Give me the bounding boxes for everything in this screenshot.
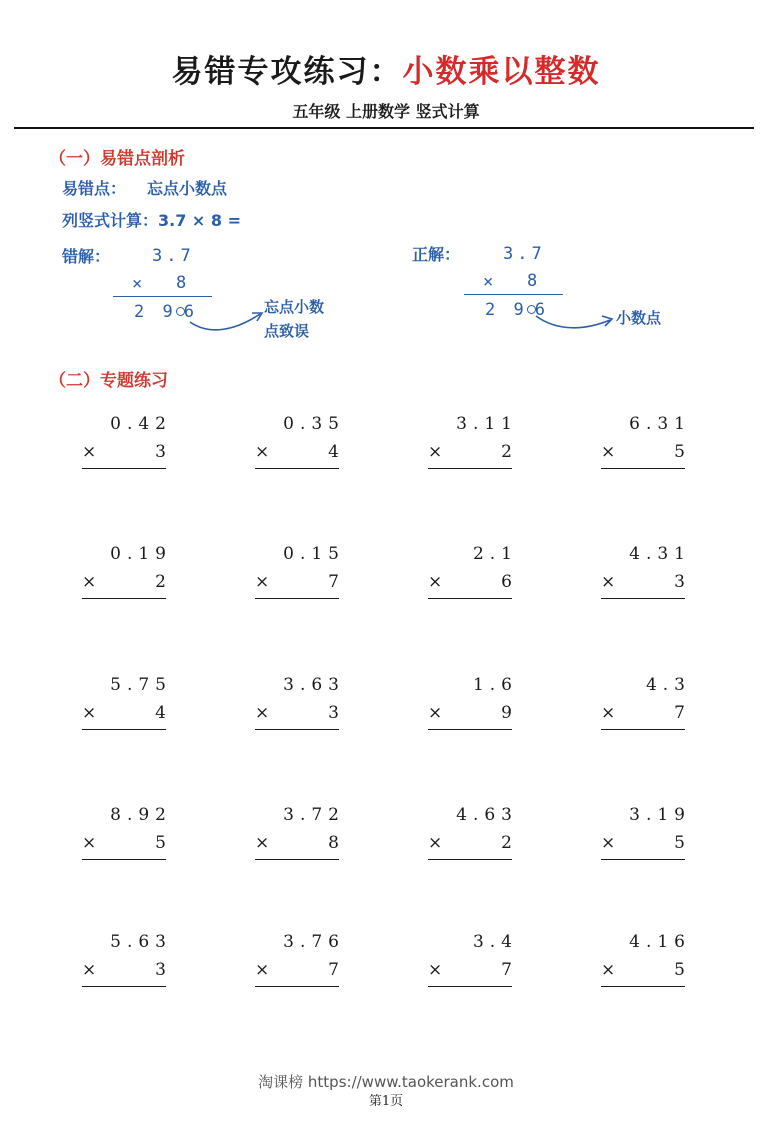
wrong-result: 2 9 6 — [134, 302, 198, 322]
correct-multiplier: 8 — [527, 271, 542, 291]
times-sign: × — [82, 833, 97, 853]
wrong-top-number: 3.7 — [152, 246, 195, 266]
section-heading-analysis: （一）易错点剖析 — [49, 149, 185, 169]
page-number: 第1页 — [368, 1094, 404, 1109]
practice-problem — [82, 805, 172, 865]
answer-line — [428, 729, 512, 730]
multiplicand: 0.15 — [283, 544, 345, 564]
times-sign: × — [428, 960, 443, 980]
practice-problem — [601, 414, 691, 474]
question-text: 列竖式计算：3.7 × 8 = — [62, 211, 242, 230]
correct-times-sign: × — [483, 272, 498, 292]
answer-line — [255, 468, 339, 469]
multiplicand: 5.75 — [110, 675, 172, 695]
practice-problem — [255, 414, 345, 474]
page-subtitle: 五年级 上册数学 竖式计算 — [292, 102, 480, 121]
times-sign: × — [601, 442, 616, 462]
multiplier: 4 — [328, 442, 339, 462]
times-sign: × — [428, 572, 443, 592]
multiplicand: 4.3 — [645, 675, 691, 695]
wrong-multiplier: 8 — [176, 273, 191, 293]
practice-problem — [428, 544, 518, 604]
times-sign: × — [428, 833, 443, 853]
correct-underline — [464, 294, 563, 295]
error-point-label: 易错点： — [62, 179, 127, 198]
times-sign: × — [601, 572, 616, 592]
times-sign: × — [601, 703, 616, 723]
multiplicand: 0.42 — [110, 414, 172, 434]
answer-line — [428, 986, 512, 987]
answer-line — [601, 986, 685, 987]
multiplicand: 6.31 — [629, 414, 691, 434]
title-topic: 小数乘以整数 — [402, 54, 601, 90]
answer-line — [255, 598, 339, 599]
correct-note: 小数点 — [616, 309, 662, 327]
title-main: 易错专攻练习： — [171, 54, 403, 90]
times-sign: × — [255, 572, 270, 592]
multiplier: 7 — [501, 960, 512, 980]
multiplier: 7 — [328, 572, 339, 592]
footer-watermark: 淘课榜 https://www.taokerank.com — [258, 1073, 514, 1091]
answer-line — [82, 598, 166, 599]
multiplicand: 4.63 — [456, 805, 518, 825]
multiplicand: 3.72 — [283, 805, 345, 825]
multiplier: 5 — [155, 833, 166, 853]
practice-problem — [428, 805, 518, 865]
times-sign: × — [82, 703, 97, 723]
multiplier: 6 — [501, 572, 512, 592]
times-sign: × — [255, 833, 270, 853]
answer-line — [82, 859, 166, 860]
answer-line — [601, 598, 685, 599]
multiplier: 5 — [674, 833, 685, 853]
times-sign: × — [82, 572, 97, 592]
answer-line — [601, 468, 685, 469]
multiplier: 9 — [501, 703, 512, 723]
wrong-underline — [113, 296, 212, 297]
multiplier: 2 — [501, 833, 512, 853]
answer-line — [82, 986, 166, 987]
correct-solution-label: 正解： — [412, 245, 461, 264]
wrong-solution-label: 错解： — [62, 247, 111, 266]
practice-problem — [428, 675, 518, 735]
multiplicand: 0.35 — [283, 414, 345, 434]
error-point-value: 忘点小数点 — [147, 179, 228, 198]
practice-problem — [601, 675, 691, 735]
times-sign: × — [601, 960, 616, 980]
times-sign: × — [82, 960, 97, 980]
times-sign: × — [82, 442, 97, 462]
multiplicand: 4.16 — [629, 932, 691, 952]
multiplier: 7 — [674, 703, 685, 723]
answer-line — [255, 859, 339, 860]
answer-line — [255, 986, 339, 987]
multiplicand: 8.92 — [110, 805, 172, 825]
times-sign: × — [255, 960, 270, 980]
correct-top-number: 3.7 — [503, 244, 546, 264]
multiplier: 5 — [674, 442, 685, 462]
answer-line — [428, 859, 512, 860]
wrong-note: 忘点小数 点致误 — [264, 298, 325, 340]
multiplicand: 0.19 — [110, 544, 172, 564]
answer-line — [601, 859, 685, 860]
practice-problem — [82, 675, 172, 735]
multiplier: 3 — [155, 442, 166, 462]
wrong-times-sign: × — [132, 274, 147, 294]
times-sign: × — [255, 703, 270, 723]
multiplicand: 5.63 — [110, 932, 172, 952]
answer-line — [601, 729, 685, 730]
header-divider — [14, 127, 754, 129]
wrong-arrow — [186, 302, 266, 336]
missing-point-circle — [176, 307, 185, 316]
multiplicand: 3.11 — [456, 414, 518, 434]
multiplicand: 3.19 — [629, 805, 691, 825]
practice-problem — [82, 932, 172, 992]
practice-problem — [255, 932, 345, 992]
times-sign: × — [428, 703, 443, 723]
multiplier: 8 — [328, 833, 339, 853]
multiplier: 2 — [501, 442, 512, 462]
multiplier: 3 — [155, 960, 166, 980]
practice-problem — [255, 675, 345, 735]
multiplier: 3 — [328, 703, 339, 723]
times-sign: × — [255, 442, 270, 462]
multiplier: 5 — [674, 960, 685, 980]
multiplicand: 3.63 — [283, 675, 345, 695]
practice-problem — [601, 932, 691, 992]
correct-result: 2 9 6 — [485, 300, 549, 320]
multiplicand: 2.1 — [472, 544, 518, 564]
multiplicand: 1.6 — [472, 675, 518, 695]
answer-line — [82, 468, 166, 469]
practice-problem — [255, 544, 345, 604]
answer-line — [428, 468, 512, 469]
multiplier: 3 — [674, 572, 685, 592]
multiplier: 4 — [155, 703, 166, 723]
times-sign: × — [428, 442, 443, 462]
times-sign: × — [601, 833, 616, 853]
answer-line — [428, 598, 512, 599]
multiplier: 7 — [328, 960, 339, 980]
practice-problem — [82, 414, 172, 474]
correct-arrow — [532, 302, 616, 332]
practice-problem — [428, 414, 518, 474]
practice-problem — [428, 932, 518, 992]
multiplicand: 4.31 — [629, 544, 691, 564]
multiplier: 2 — [155, 572, 166, 592]
multiplicand: 3.4 — [472, 932, 518, 952]
answer-line — [255, 729, 339, 730]
practice-problem — [601, 544, 691, 604]
multiplicand: 3.76 — [283, 932, 345, 952]
section-heading-practice: （二）专题练习 — [49, 371, 168, 391]
practice-problem — [255, 805, 345, 865]
practice-problem — [82, 544, 172, 604]
practice-problem — [601, 805, 691, 865]
answer-line — [82, 729, 166, 730]
page-title — [0, 46, 772, 91]
